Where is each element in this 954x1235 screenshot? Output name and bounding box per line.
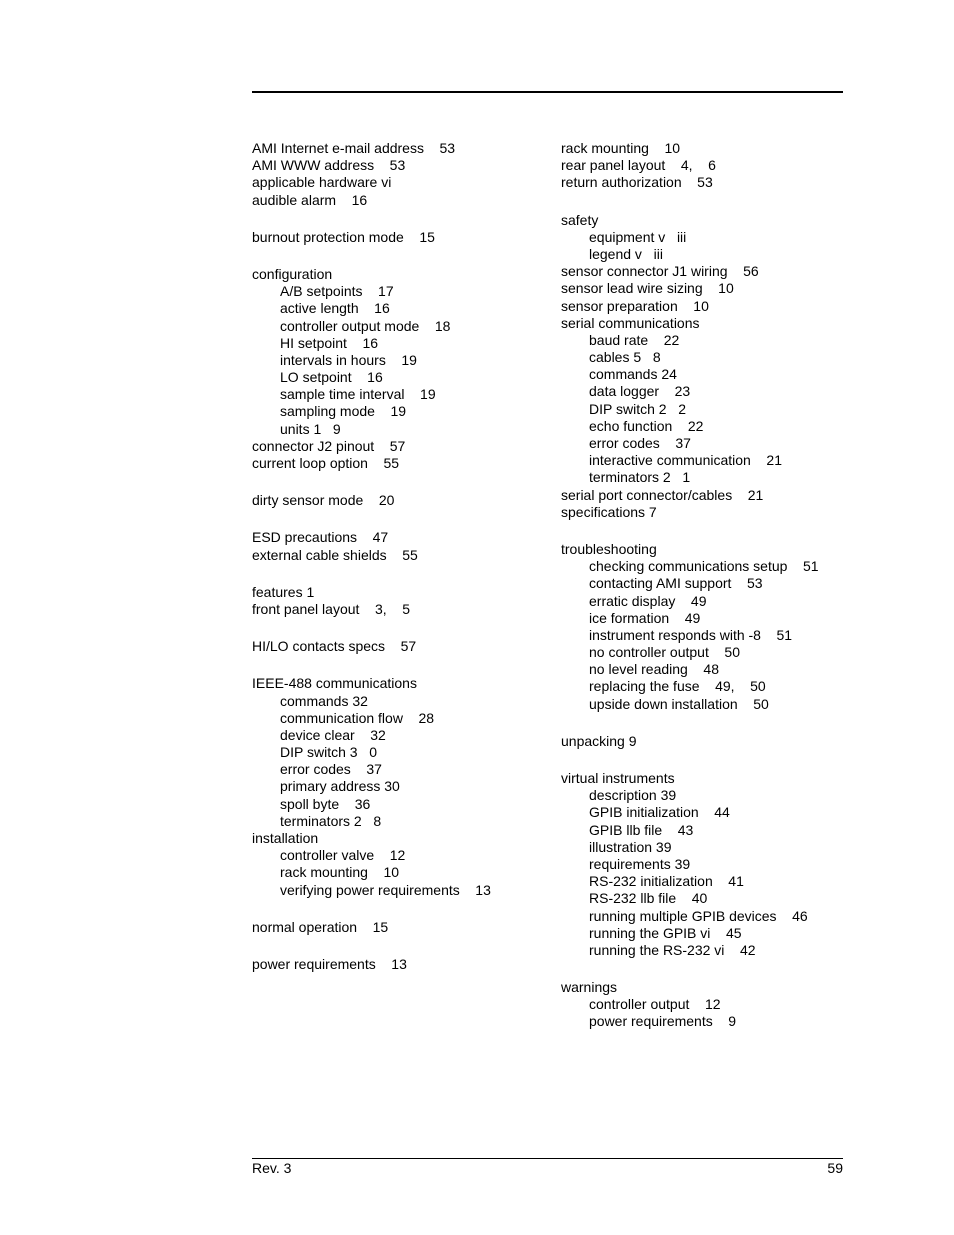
index-subentry: contacting AMI support 53 — [589, 575, 763, 592]
index-entry: safety — [561, 211, 599, 228]
index-subentry: DIP switch 3 0 — [280, 744, 378, 761]
index-subentry: error codes 37 — [589, 435, 691, 451]
index-subentry: intervals in hours 19 — [280, 351, 417, 368]
index-entry: connector J2 pinout 57 — [252, 437, 406, 454]
index-subentry: running the RS-232 vi 42 — [589, 941, 756, 958]
index-subentry: data logger 23 — [589, 383, 691, 400]
section-gap — [561, 750, 843, 770]
index-entry: rack mounting 10 — [561, 140, 681, 156]
index-subentry: power requirements 9 — [589, 1013, 737, 1030]
header-rule — [252, 91, 843, 93]
index-subentry: description 39 — [589, 787, 677, 804]
index-subentry: spoll byte 36 — [280, 795, 371, 812]
index-entry: HI/LO contacts specs 57 — [252, 638, 417, 655]
section-gap — [252, 936, 552, 956]
section-gap — [252, 509, 552, 529]
index-entry: sensor lead wire sizing 10 — [561, 280, 734, 297]
index-entry: IEEE-488 communications — [252, 675, 417, 692]
index-entry: warnings — [561, 979, 618, 996]
index-subentry: ice formation 49 — [589, 609, 701, 626]
index-column-left — [252, 140, 552, 973]
index-entry: rear panel layout 4, 6 — [561, 157, 716, 174]
index-subentry: terminators 2 1 — [589, 469, 691, 486]
section-gap — [561, 521, 843, 541]
index-entry: installation — [252, 830, 319, 846]
index-entry: current loop option 55 — [252, 455, 400, 471]
index-entry: burnout protection mode 15 — [252, 228, 435, 245]
index-subentry: GPIB initialization 44 — [589, 804, 730, 821]
index-entry: dirty sensor mode 20 — [252, 492, 395, 509]
index-subentry: running the GPIB vi 45 — [589, 924, 742, 941]
index-subentry: HI setpoint 16 — [280, 334, 379, 351]
index-subentry: error codes 37 — [280, 761, 382, 778]
index-subentry: equipment v iii — [589, 228, 687, 245]
index-entry: specifications 7 — [561, 503, 657, 520]
footer-rule — [252, 1158, 843, 1159]
index-subentry: no controller output 50 — [589, 644, 740, 661]
index-entry: sensor preparation 10 — [561, 297, 709, 314]
index-entry: troubleshooting — [561, 540, 657, 557]
index-subentry: RS-232 llb file 40 — [589, 890, 708, 907]
index-subentry: sampling mode 19 — [280, 403, 407, 420]
section-gap — [561, 959, 843, 979]
index-subentry: communication flow 28 — [280, 709, 435, 726]
index-entry: return authorization 53 — [561, 174, 713, 191]
index-subentry: replacing the fuse 49, 50 — [589, 678, 766, 695]
index-subentry: running multiple GPIB devices 46 — [589, 907, 808, 924]
index-subentry: units 1 9 — [280, 420, 341, 437]
index-entry: audible alarm 16 — [252, 191, 368, 208]
index-subentry: echo function 22 — [589, 417, 704, 434]
section-gap — [252, 899, 552, 919]
index-entry: normal operation 15 — [252, 918, 389, 935]
index-subentry: cables 5 8 — [589, 349, 661, 366]
index-subentry: terminators 2 8 — [280, 812, 382, 829]
section-gap — [561, 192, 843, 212]
index-subentry: controller output 12 — [589, 996, 721, 1013]
index-subentry: A/B setpoints 17 — [280, 283, 394, 300]
index-entry: front panel layout 3, 5 — [252, 600, 410, 617]
section-gap — [252, 246, 552, 266]
section-gap — [252, 472, 552, 492]
index-entry: virtual instruments — [561, 770, 675, 786]
index-entry: ESD precautions 47 — [252, 529, 389, 546]
index-subentry: primary address 30 — [280, 778, 400, 795]
index-subentry: RS-232 initialization 41 — [589, 873, 744, 890]
index-subentry: commands 32 — [280, 692, 368, 709]
index-subentry: instrument responds with -8 51 — [589, 626, 793, 643]
section-gap — [252, 564, 552, 584]
section-gap — [252, 655, 552, 675]
footer-page-number: 59 — [827, 1160, 843, 1176]
index-subentry: controller output mode 18 — [280, 317, 451, 334]
index-subentry: illustration 39 — [589, 838, 672, 855]
index-entry: applicable hardware vi — [252, 174, 392, 191]
index-subentry: device clear 32 — [280, 726, 386, 743]
section-gap — [252, 618, 552, 638]
index-subentry: sample time interval 19 — [280, 386, 436, 403]
index-subentry: erratic display 49 — [589, 592, 707, 609]
index-subentry: verifying power requirements 13 — [280, 881, 491, 898]
index-subentry: no level reading 48 — [589, 661, 719, 678]
index-subentry: GPIB llb file 43 — [589, 821, 694, 838]
index-subentry: requirements 39 — [589, 855, 691, 872]
index-entry: AMI Internet e-mail address 53 — [252, 140, 456, 156]
index-subentry: legend v iii — [589, 245, 663, 262]
index-subentry: interactive communication 21 — [589, 452, 782, 469]
index-entry: AMI WWW address 53 — [252, 157, 406, 174]
index-entry: unpacking 9 — [561, 732, 637, 749]
section-gap — [561, 713, 843, 733]
index-entry: configuration — [252, 265, 333, 282]
footer-revision: Rev. 3 — [252, 1160, 292, 1176]
index-entry: features 1 — [252, 583, 315, 600]
index-subentry: baud rate 22 — [589, 331, 680, 348]
index-entry: external cable shields 55 — [252, 546, 418, 563]
index-subentry: LO setpoint 16 — [280, 369, 383, 386]
index-subentry: controller valve 12 — [280, 847, 406, 864]
index-subentry: upside down installation 50 — [589, 695, 769, 712]
index-entry: serial communications — [561, 314, 700, 331]
index-subentry: DIP switch 2 2 — [589, 400, 687, 417]
index-subentry: commands 24 — [589, 366, 677, 383]
index-entry: serial port connector/cables 21 — [561, 486, 764, 503]
index-subentry: checking communications setup 51 — [589, 558, 819, 575]
index-column-right — [561, 140, 843, 1031]
index-subentry: rack mounting 10 — [280, 864, 400, 881]
index-entry: power requirements 13 — [252, 955, 407, 972]
index-subentry: active length 16 — [280, 300, 390, 317]
index-entry: sensor connector J1 wiring 56 — [561, 263, 759, 280]
section-gap — [252, 209, 552, 229]
